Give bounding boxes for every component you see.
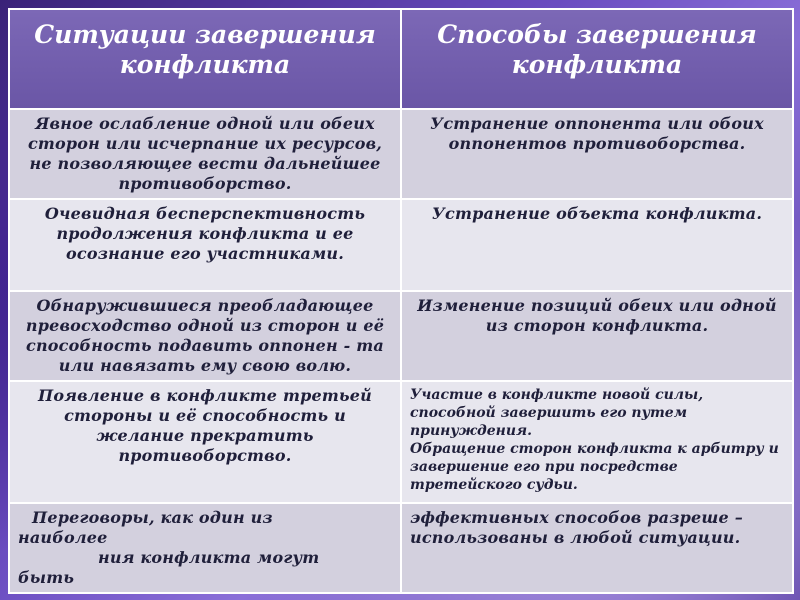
method-cell: эффективных способов разреше – использованы в любой ситуации.	[401, 503, 793, 593]
situation-line: наиболее	[18, 528, 108, 547]
slide	[8, 8, 792, 592]
situation-line: быть	[18, 568, 75, 587]
situation-cell: Явное ослабление одной или обеих сторон или исчерпание их ресурсов, не позволяющее вести дальнейшее противоборство.	[9, 109, 401, 199]
situation-cell: Обнаружившиеся преобладающее превосходство одной из сторон и её способность подавить оппонен - та или навязать ему свою волю.	[9, 291, 401, 381]
header-methods: Способы завершения конфликта	[401, 9, 793, 109]
situation-cell: Появление в конфликте третьей стороны и её способность и желание прекратить противоборство.	[9, 381, 401, 503]
situation-line: Переговоры, как один из	[32, 508, 273, 527]
method-cell: Устранение оппонента или обоих оппонентов противоборства.	[401, 109, 793, 199]
table-header-row	[9, 9, 793, 109]
method-cell: Изменение позиций обеих или одной из сторон конфликта.	[401, 291, 793, 381]
conflict-resolution-table	[8, 8, 794, 594]
table-row	[9, 199, 793, 291]
table-row	[9, 503, 793, 593]
method-line: Обращение сторон конфликта к арбитру и завершение его при посредстве третейского судьи.	[410, 441, 779, 493]
situation-cell	[9, 503, 401, 593]
situation-line: ния конфликта могут	[98, 548, 320, 567]
situation-cell: Очевидная бесперспективность продолжения конфликта и ее осознание его участниками.	[9, 199, 401, 291]
table-row	[9, 109, 793, 199]
method-cell: Устранение объекта конфликта.	[401, 199, 793, 291]
table-row	[9, 291, 793, 381]
method-cell	[401, 381, 793, 503]
method-line: Участие в конфликте новой силы, способной завершить его путем принуждения.	[410, 387, 704, 439]
table-row	[9, 381, 793, 503]
header-situations: Ситуации завершения конфликта	[9, 9, 401, 109]
